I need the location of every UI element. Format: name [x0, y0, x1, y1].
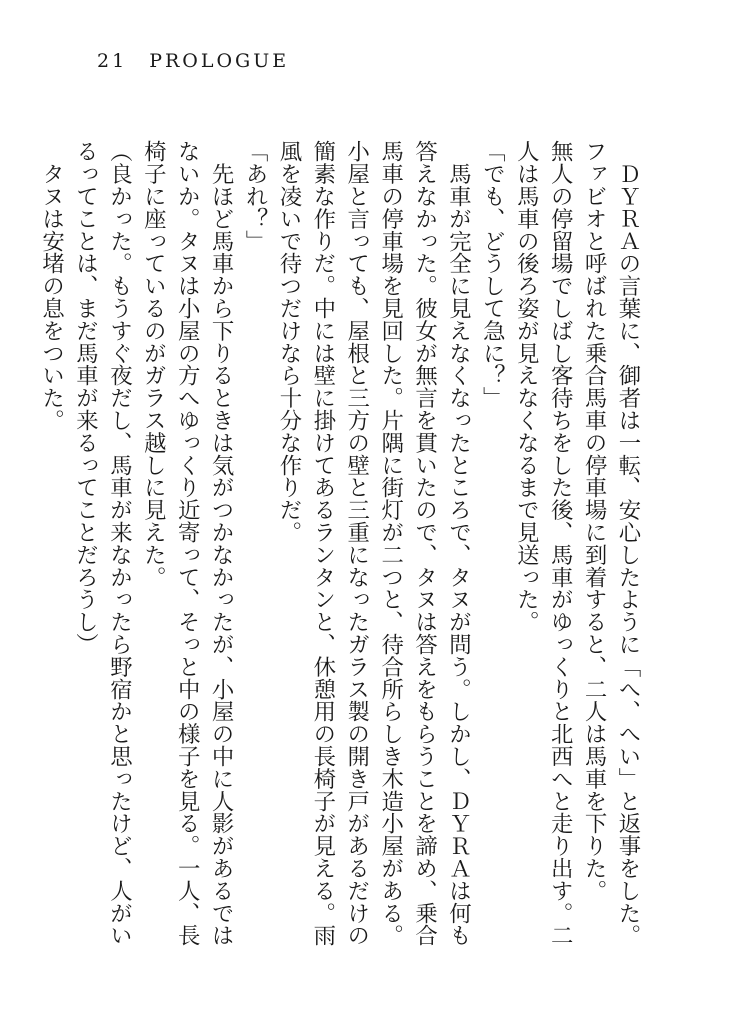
page-number: 21: [97, 50, 128, 72]
paragraph: 「でも、どうして急に？」: [479, 140, 506, 409]
paragraph: タヌは安堵の息をついた。: [38, 140, 65, 432]
paragraph: 馬車が完全に見えなくなったところで、タヌが問う。しかし、ＤＹＲＡは何も答えなかった。彼女が無言を貫いたので、タヌは答えをもらうことを諦め、乗合馬車の停車場を見回した。片隅に街灯が二つと、待合所らしき木造小屋がある。小屋と言っても、屋根と三方の壁と三重になったガラス製の開き戸があるだけの簡素な作りだ。中には壁に掛けてあるランタンと、休憩用の長椅子が見える。雨風を凌いで待つだけなら十分な作りだ。: [275, 140, 472, 947]
running-header: [97, 50, 289, 72]
paragraph: ファビオと呼ばれた乗合馬車の停車場に到着すると、二人は馬車を下りた。: [581, 140, 608, 902]
paragraph: 「あれ？」: [242, 140, 269, 252]
running-title: PROLOGUE: [149, 50, 290, 72]
paragraph: 無人の停留場でしばし客待ちをした後、馬車がゆっくりと北西へと走り出す。二人は馬車の後ろ姿が見えなくなるまで見送った。: [513, 140, 574, 947]
paragraph: （良かった。もうすぐ夜だし、馬車が来なかったら野宿かと思ったけど、人がいるってことは、まだ馬車が来るってことだろうし）: [72, 140, 133, 947]
paragraph: 先ほど馬車から下りるときは気がつかなかったが、小屋の中に人影があるではないか。タヌは小屋の方へゆっくり近寄って、そっと中の様子を見る。一人、長椅子に座っているのがガラス越しに見えた。: [140, 140, 235, 947]
vertical-body-text: [38, 140, 644, 960]
paragraph: ＤＹＲＡの言葉に、御者は一転、安心したように「へ、へい」と返事をした。: [615, 140, 641, 947]
